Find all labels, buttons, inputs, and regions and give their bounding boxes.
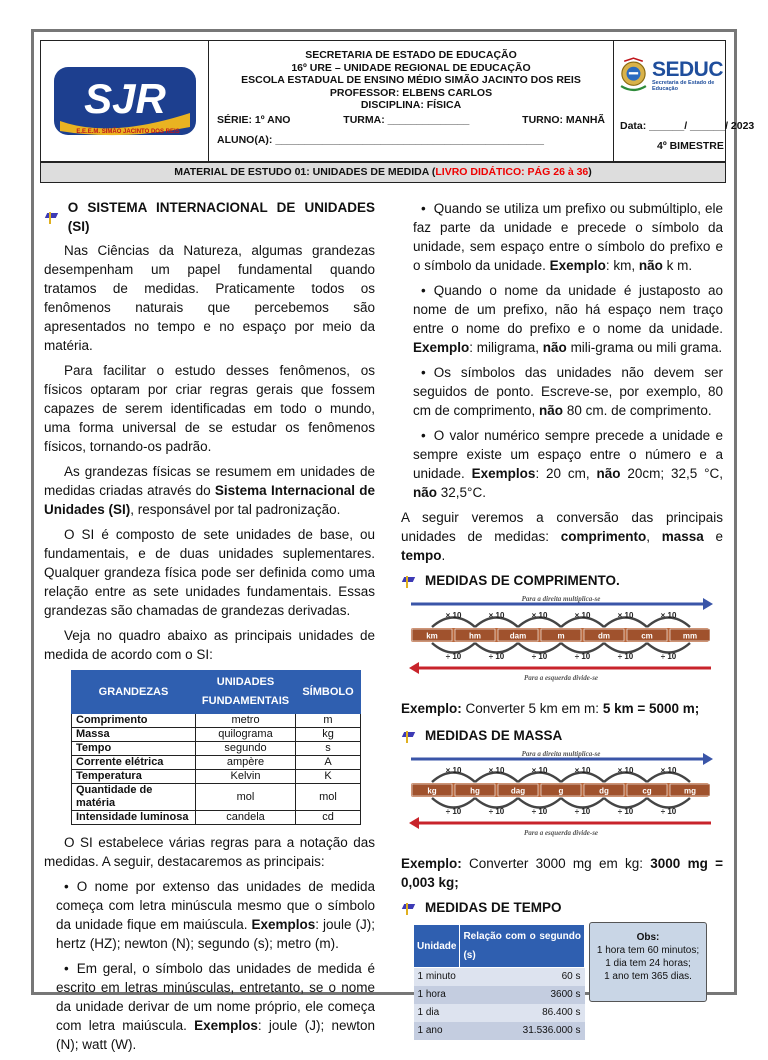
times-ten-label: × 10 — [531, 766, 548, 775]
bullet-item: • Os símbolos das unidades não devem ser seguidos de ponto. Escreve-se, por exemplo, 80 cm de comprimento, não 80 cm. de comprimento. — [401, 363, 723, 420]
seduc-name: SEDUC — [651, 58, 723, 81]
unit-label: kg — [427, 786, 437, 796]
table-row — [72, 811, 361, 825]
table-cell: Intensidade luminosa — [72, 811, 196, 825]
times-ten-label: × 10 — [617, 611, 634, 620]
section-tempo — [401, 898, 723, 917]
header-line-5: DISCIPLINA: FÍSICA — [360, 99, 462, 111]
paragraph: Veja no quadro abaixo as principais unidades de medida de acordo com o SI: — [44, 628, 375, 662]
paragraph: O SI é composto de sete unidades de base, ou fundamentais, e de duas unidades suplementares. Qualquer grandeza física pode ser definida como uma relação entre as sete unidades fundamentais. Essas grandezas são chamadas de grandezas derivadas. — [44, 527, 375, 618]
textbook-reference: LIVRO DIDÁTICO: PÁG 26 à 36 — [435, 166, 589, 178]
divide-ten-label: ÷ 10 — [574, 807, 591, 816]
right-column — [401, 199, 724, 1036]
serie-label: SÉRIE: 1º ANO — [217, 113, 291, 126]
table-header: Relação com o segundo (s) — [460, 925, 585, 968]
section-si — [44, 198, 375, 236]
unit-label: dam — [509, 631, 527, 641]
table-row — [414, 1022, 585, 1040]
obs-title: Obs: — [636, 932, 660, 943]
obs-line: 1 dia tem 24 horas; — [605, 958, 691, 969]
table-cell: mol — [296, 784, 361, 811]
paragraph: Nas Ciências da Natureza, algumas grandezas desempenham um papel fundamental quando tratamos de medidas. Praticamente todos os fenômenos naturais que percebemos são apresentados no tempo e no espaço por meio da matéria. — [44, 243, 375, 353]
divide-ten-label: ÷ 10 — [531, 652, 548, 661]
obs-line: 1 hora tem 60 minutos; — [596, 945, 700, 956]
times-ten-label: × 10 — [574, 611, 591, 620]
divide-ten-label: ÷ 10 — [445, 807, 462, 816]
multiply-label: Para a direita multiplica-se — [521, 596, 601, 603]
unit-label: hm — [469, 631, 481, 641]
divide-ten-label: ÷ 10 — [574, 652, 591, 661]
table-header: UNIDADES FUNDAMENTAIS — [196, 671, 296, 714]
section-comprimento — [401, 571, 723, 590]
pushpin-icon — [44, 210, 60, 224]
table-cell: metro — [196, 714, 296, 728]
unit-label: mg — [684, 786, 696, 796]
paragraph: As grandezas físicas se resumem em unidades de medidas criadas através do Sistema Internacional de Unidades (SI), responsável por tal padronização. — [44, 464, 375, 517]
bullet-item: • Quando o nome da unidade é justaposto ao nome de um prefixo, não há espaço nem traço entre o nome do prefixo e o nome da unidade. Exemplo: miligrama, não mili-grama ou mili grama. — [401, 281, 723, 357]
unit-label: mm — [682, 631, 698, 641]
table-row — [72, 742, 361, 756]
bimestre-label: 4º BIMESTRE — [657, 140, 724, 152]
times-ten-label: × 10 — [574, 766, 591, 775]
section-title: MEDIDAS DE TEMPO — [425, 900, 562, 915]
table-cell: m — [296, 714, 361, 728]
table-row — [414, 986, 585, 1004]
seduc-logo — [618, 45, 723, 107]
table-header: Unidade — [414, 925, 460, 968]
unit-label: m — [557, 631, 565, 641]
logo-caption: E.E.E.M. SIMÃO JACINTO DOS REIS — [75, 129, 180, 135]
divide-ten-label: ÷ 10 — [617, 807, 634, 816]
times-ten-label: × 10 — [617, 766, 634, 775]
table-cell: 3600 s — [460, 986, 585, 1004]
table-cell: kg — [296, 728, 361, 742]
table-cell: Comprimento — [72, 714, 196, 728]
table-cell: ampère — [196, 756, 296, 770]
table-cell: segundo — [196, 742, 296, 756]
table-header: SÍMBOLO — [296, 671, 361, 714]
time-block — [401, 922, 723, 1036]
table-row — [72, 714, 361, 728]
turno-label: TURNO: MANHÃ — [522, 113, 605, 126]
coat-of-arms-icon — [618, 51, 649, 101]
bullet-item: • Quando se utiliza um prefixo ou submúltiplo, ele faz parte da unidade e precede o símbolo da unidade, sem espaço entre o símbolo do prefixo e o símbolo da unidade. Exemplo: km, não k m. — [401, 199, 723, 275]
pushpin-icon — [401, 729, 417, 743]
section-title: MEDIDAS DE MASSA — [425, 728, 563, 743]
divide-ten-label: ÷ 10 — [531, 807, 548, 816]
aluno-field[interactable]: ALUNO(A): ______________________________________________ — [217, 134, 544, 146]
table-cell: s — [296, 742, 361, 756]
table-cell: 31.536.000 s — [460, 1022, 585, 1040]
table-row — [414, 1004, 585, 1022]
divide-ten-label: ÷ 10 — [617, 652, 634, 661]
table-cell: 1 hora — [414, 986, 460, 1004]
table-row — [72, 756, 361, 770]
table-row — [72, 728, 361, 742]
times-ten-label: × 10 — [445, 766, 462, 775]
unit-label: cm — [641, 631, 653, 641]
times-ten-label: × 10 — [445, 611, 462, 620]
seduc-subtitle: Secretaria de Estado de Educação — [651, 80, 715, 92]
header-line-1: SECRETARIA DE ESTADO DE EDUCAÇÃO — [305, 49, 517, 61]
table-cell: 1 ano — [414, 1022, 460, 1040]
header-line-4: PROFESSOR: ELBENS CARLOS — [329, 86, 493, 99]
table-cell: 1 dia — [414, 1004, 460, 1022]
times-ten-label: × 10 — [660, 611, 677, 620]
divide-ten-label: ÷ 10 — [660, 807, 677, 816]
table-row — [72, 770, 361, 784]
unit-label: cg — [642, 786, 652, 796]
divide-label: Para a esquerda divide-se — [523, 674, 599, 682]
table-cell: Massa — [72, 728, 196, 742]
date-field[interactable]: Data: ______/ ______/ 2023 — [620, 120, 755, 132]
header-line-3: ESCOLA ESTADUAL DE ENSINO MÉDIO SIMÃO JACINTO DOS REIS — [241, 74, 581, 86]
table-row — [72, 784, 361, 811]
bullet-item: • O valor numérico sempre precede a unidade e sempre existe um espaço entre o número e a unidade. Exemplos: 20 cm, não 20cm; 32,5 °C, não 32,5°C. — [401, 426, 723, 502]
pushpin-icon — [401, 901, 417, 915]
divide-ten-label: ÷ 10 — [488, 652, 505, 661]
table-cell: Corrente elétrica — [72, 756, 196, 770]
header-right — [614, 41, 755, 161]
logo-text: SJR — [83, 75, 166, 122]
turma-field[interactable]: TURMA: ______________ — [343, 113, 470, 126]
left-column — [44, 198, 375, 1060]
unit-label: km — [426, 631, 438, 641]
document-header — [40, 40, 755, 162]
obs-note — [589, 922, 707, 1002]
bullet-item: • Em geral, o símbolo das unidades de medida é escrito em letras minúsculas, entretanto, se o nome da unidade derivar de um nome próprio, ele começa com letra maiúscula. Exemplos: joule (J); newton (N); watt (W). — [44, 959, 375, 1054]
unit-label: g — [558, 786, 564, 796]
table-cell: K — [296, 770, 361, 784]
times-ten-label: × 10 — [531, 611, 548, 620]
table-row — [414, 968, 585, 987]
material-title: MATERIAL DE ESTUDO 01: UNIDADES DE MEDIDA ( — [174, 166, 436, 178]
table-cell: quilograma — [196, 728, 296, 742]
header-class-row — [209, 114, 613, 127]
times-ten-label: × 10 — [488, 766, 505, 775]
unit-label: dag — [510, 786, 526, 796]
example-length: Exemplo: Converter 5 km em m: 5 km = 5000 m; — [401, 701, 700, 716]
paragraph: O SI estabelece várias regras para a notação das medidas. A seguir, destacaremos as principais: — [44, 835, 375, 869]
pushpin-icon — [401, 574, 417, 588]
section-massa — [401, 726, 723, 745]
table-cell: Temperatura — [72, 770, 196, 784]
divide-label: Para a esquerda divide-se — [523, 829, 599, 837]
divide-ten-label: ÷ 10 — [660, 652, 677, 661]
school-logo — [41, 41, 209, 161]
times-ten-label: × 10 — [488, 611, 505, 620]
times-ten-label: × 10 — [660, 766, 677, 775]
divide-ten-label: ÷ 10 — [445, 652, 462, 661]
table-cell: 1 minuto — [414, 968, 460, 987]
table-cell: mol — [196, 784, 296, 811]
table-cell: 86.400 s — [460, 1004, 585, 1022]
material-title-bar: MATERIAL DE ESTUDO 01: UNIDADES DE MEDIDA (LIVRO DIDÁTICO: PÁG 26 à 36) — [40, 162, 726, 183]
unit-label: dg — [599, 786, 609, 796]
obs-line: 1 ano tem 365 dias. — [604, 971, 692, 982]
paragraph: Para facilitar o estudo desses fenômenos, os físicos optaram por criar regras gerais que fossem capazes de serem identificadas em todo o mundo, uma forma universal de se estudar os fenômenos físicos, tornando-os padrão. — [44, 363, 375, 454]
table-cell: cd — [296, 811, 361, 825]
header-center — [209, 41, 614, 161]
paragraph: A seguir veremos a conversão das principais unidades de medidas: comprimento, massa e tempo. — [401, 510, 723, 563]
table-cell: candela — [196, 811, 296, 825]
time-table — [413, 924, 585, 1040]
bullet-item: • O nome por extenso das unidades de medida começa com letra minúscula mesmo que o símbolo da unidade fique em maiúscula. Exemplos: joule (J); hertz (HZ); newton (N); segundo (s); metro (m). — [44, 877, 375, 953]
table-cell: A — [296, 756, 361, 770]
multiply-label: Para a direita multiplica-se — [521, 751, 601, 758]
length-conversion-diagram — [407, 596, 715, 691]
unit-label: hg — [470, 786, 480, 796]
si-units-table — [71, 670, 361, 825]
table-cell: Tempo — [72, 742, 196, 756]
example-mass: Exemplo: Converter 3000 mg em kg: 3000 mg = 0,003 kg; — [401, 856, 724, 890]
divide-ten-label: ÷ 10 — [488, 807, 505, 816]
table-cell: Quantidade de matéria — [72, 784, 196, 811]
table-header: GRANDEZAS — [72, 671, 196, 714]
section-title: MEDIDAS DE COMPRIMENTO. — [425, 573, 620, 588]
table-cell: Kelvin — [196, 770, 296, 784]
unit-label: dm — [598, 631, 610, 641]
header-line-2: 16º URE – UNIDADE REGIONAL DE EDUCAÇÃO — [291, 61, 531, 74]
table-cell: 60 s — [460, 968, 585, 987]
section-title: O SISTEMA INTERNACIONAL DE UNIDADES (SI) — [67, 200, 375, 234]
mass-conversion-diagram — [407, 751, 715, 846]
